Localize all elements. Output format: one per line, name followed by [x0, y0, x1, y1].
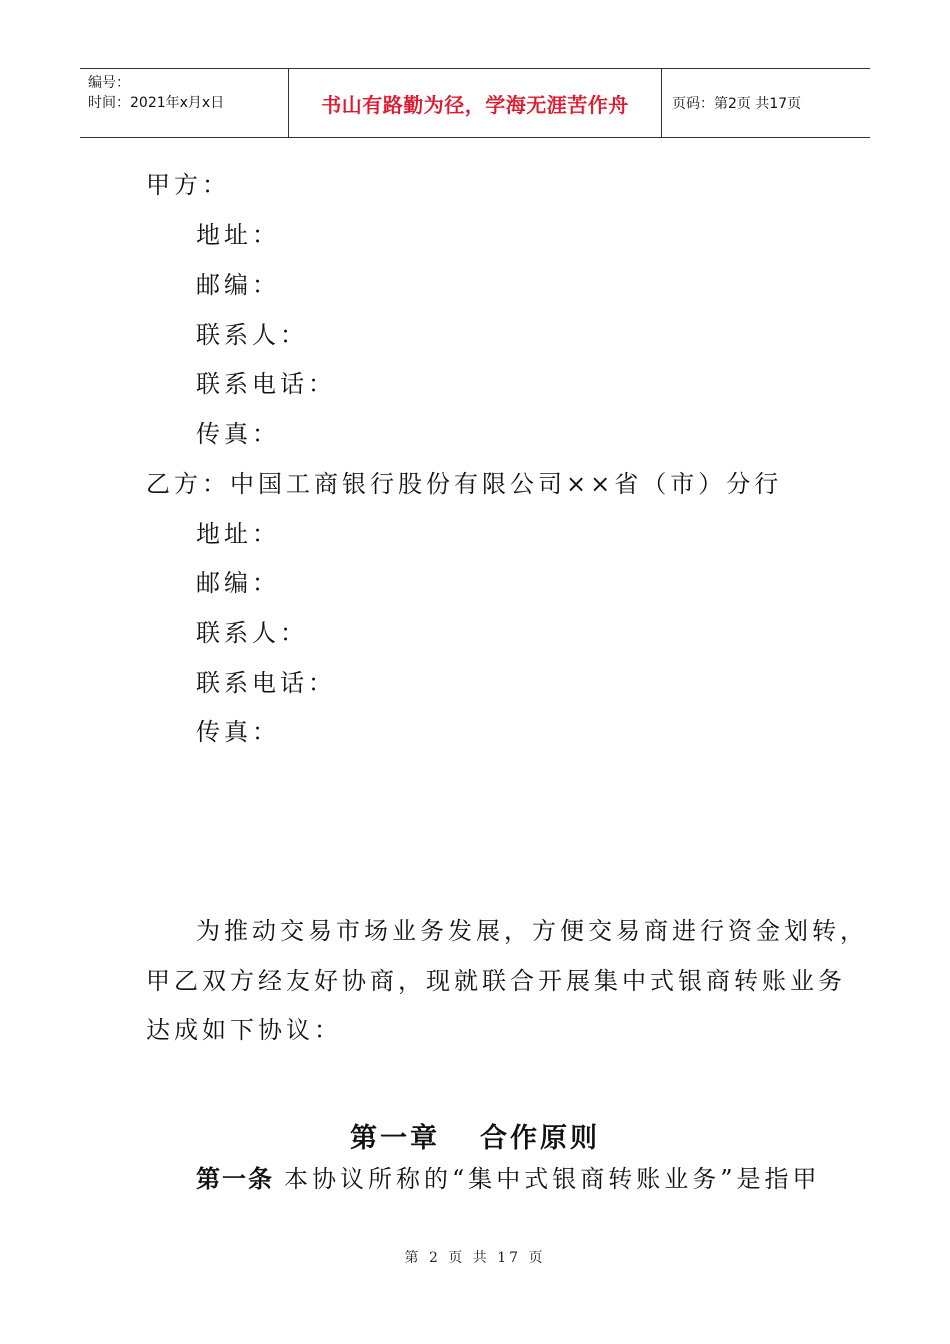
intro-line-1: 为推动交易市场业务发展，方便交易商进行资金划转，: [196, 917, 868, 945]
header-motto-cell: [289, 69, 662, 137]
party-b-phone: 联系电话：: [196, 669, 336, 697]
article-1-text: 本协议所称的“集中式银商转账业务”是指甲: [284, 1165, 821, 1193]
document-number-label: 编号：: [88, 75, 130, 91]
party-b-fax: 传真：: [196, 718, 280, 746]
party-b-contact: 联系人：: [196, 619, 308, 647]
party-a-postcode: 邮编：: [196, 271, 280, 299]
party-a-label: 甲方：: [146, 171, 230, 199]
party-a-phone: 联系电话：: [196, 370, 336, 398]
intro-line-3: 达成如下协议：: [146, 1016, 342, 1044]
header-meta: [80, 69, 289, 137]
party-b-address: 地址：: [196, 520, 280, 548]
chapter-title: 合作原则: [480, 1123, 600, 1154]
header-motto: 书山有路勤为径，学海无涯苦作舟: [321, 92, 629, 117]
article-1: [196, 1164, 821, 1194]
article-1-label: 第一条: [196, 1165, 274, 1193]
party-b-label: 乙方：中国工商银行股份有限公司××省（市）分行: [146, 470, 783, 498]
chapter-heading: [0, 1116, 950, 1155]
page-footer: 第 2 页 共 17 页: [404, 1250, 546, 1266]
party-a-contact: 联系人：: [196, 321, 308, 349]
page-header: [80, 68, 870, 138]
party-b-postcode: 邮编：: [196, 569, 280, 597]
document-time-label: 时间：2021年x月x日: [88, 95, 225, 111]
header-page-info: 页码：第2页 共17页: [672, 96, 802, 112]
party-a-address: 地址：: [196, 221, 280, 249]
chapter-number: 第一章: [350, 1123, 440, 1154]
party-a-fax: 传真：: [196, 420, 280, 448]
intro-line-2: 甲乙双方经友好协商，现就联合开展集中式银商转账业务: [146, 967, 846, 995]
header-page-info-cell: [662, 69, 870, 137]
